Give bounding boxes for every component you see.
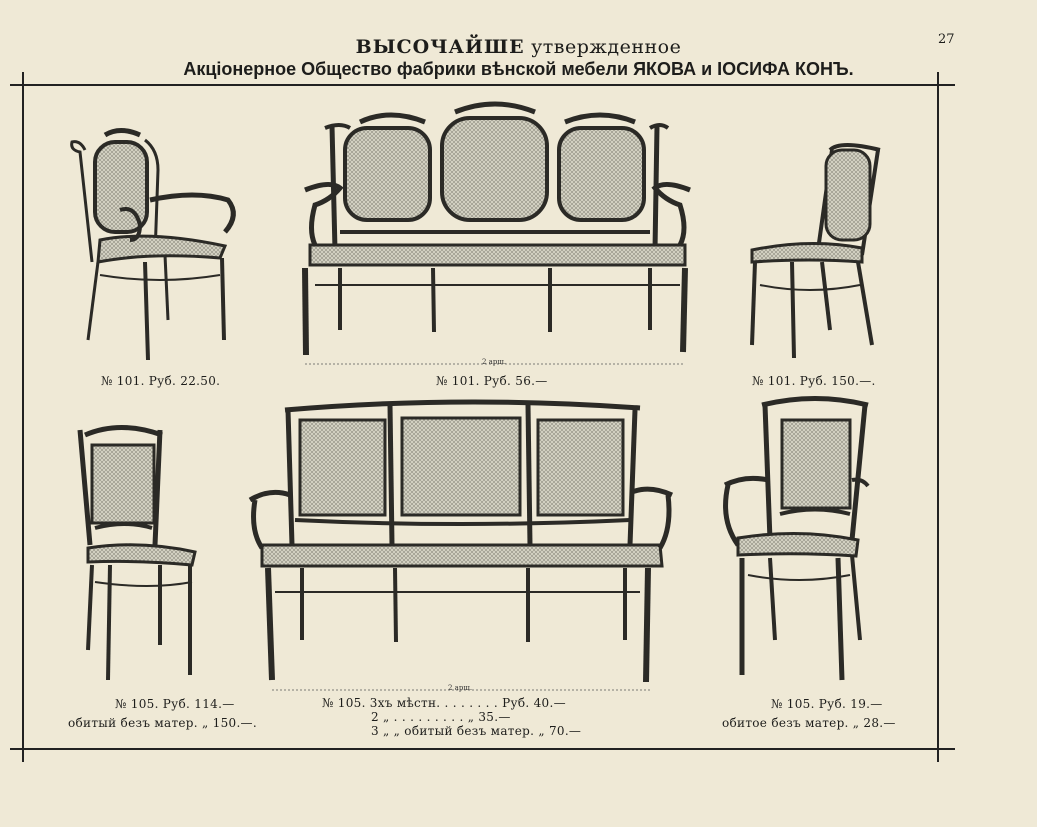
chair-101-illustration: [752, 145, 880, 358]
armchair-105-caption: № 105. Руб. 19.—: [771, 697, 883, 711]
sofa-105-line-3: 3 „ „ обитый безъ матер. „ 70.—: [371, 724, 582, 738]
armchair-101-caption: № 101. Руб. 22.50.: [101, 374, 221, 388]
sofa-105-illustration: [250, 402, 672, 682]
armchair-105-caption-line2: обитое безъ матер. „ 28.—: [722, 716, 896, 730]
sofa-101-illustration: [305, 104, 690, 355]
armchair-105-illustration: [725, 399, 868, 681]
chair-105-caption-line2: обитый безъ матер. „ 150.—.: [68, 716, 257, 730]
chair-101-caption: № 101. Руб. 150.—.: [752, 374, 876, 388]
chair-105-caption: № 105. Руб. 114.—: [115, 697, 235, 711]
chair-105-illustration: [80, 428, 195, 681]
title-bold: ВЫСОЧАЙШЕ: [355, 36, 525, 58]
sofa-105-line-2: 2 „ . . . . . . . . . „ 35.—: [371, 710, 511, 724]
armchair-101-illustration: [72, 131, 234, 361]
sofa-105-line-1: № 105. 3хъ мѣстн. . . . . . . . Руб. 40.—: [322, 696, 566, 710]
sofa-105-dimension: 2 арш.: [448, 684, 473, 692]
title-rest: утвержденное: [531, 36, 682, 58]
sofa-101-dimension: 2 арш.: [482, 358, 507, 366]
sofa-101-caption: № 101. Руб. 56.—: [436, 374, 548, 388]
page-number: 27: [938, 32, 955, 47]
company-subtitle: Акціонерное Общество фабрики вѣнской мебели ЯКОВА и ІОСИФА КОНЪ.: [183, 59, 854, 79]
